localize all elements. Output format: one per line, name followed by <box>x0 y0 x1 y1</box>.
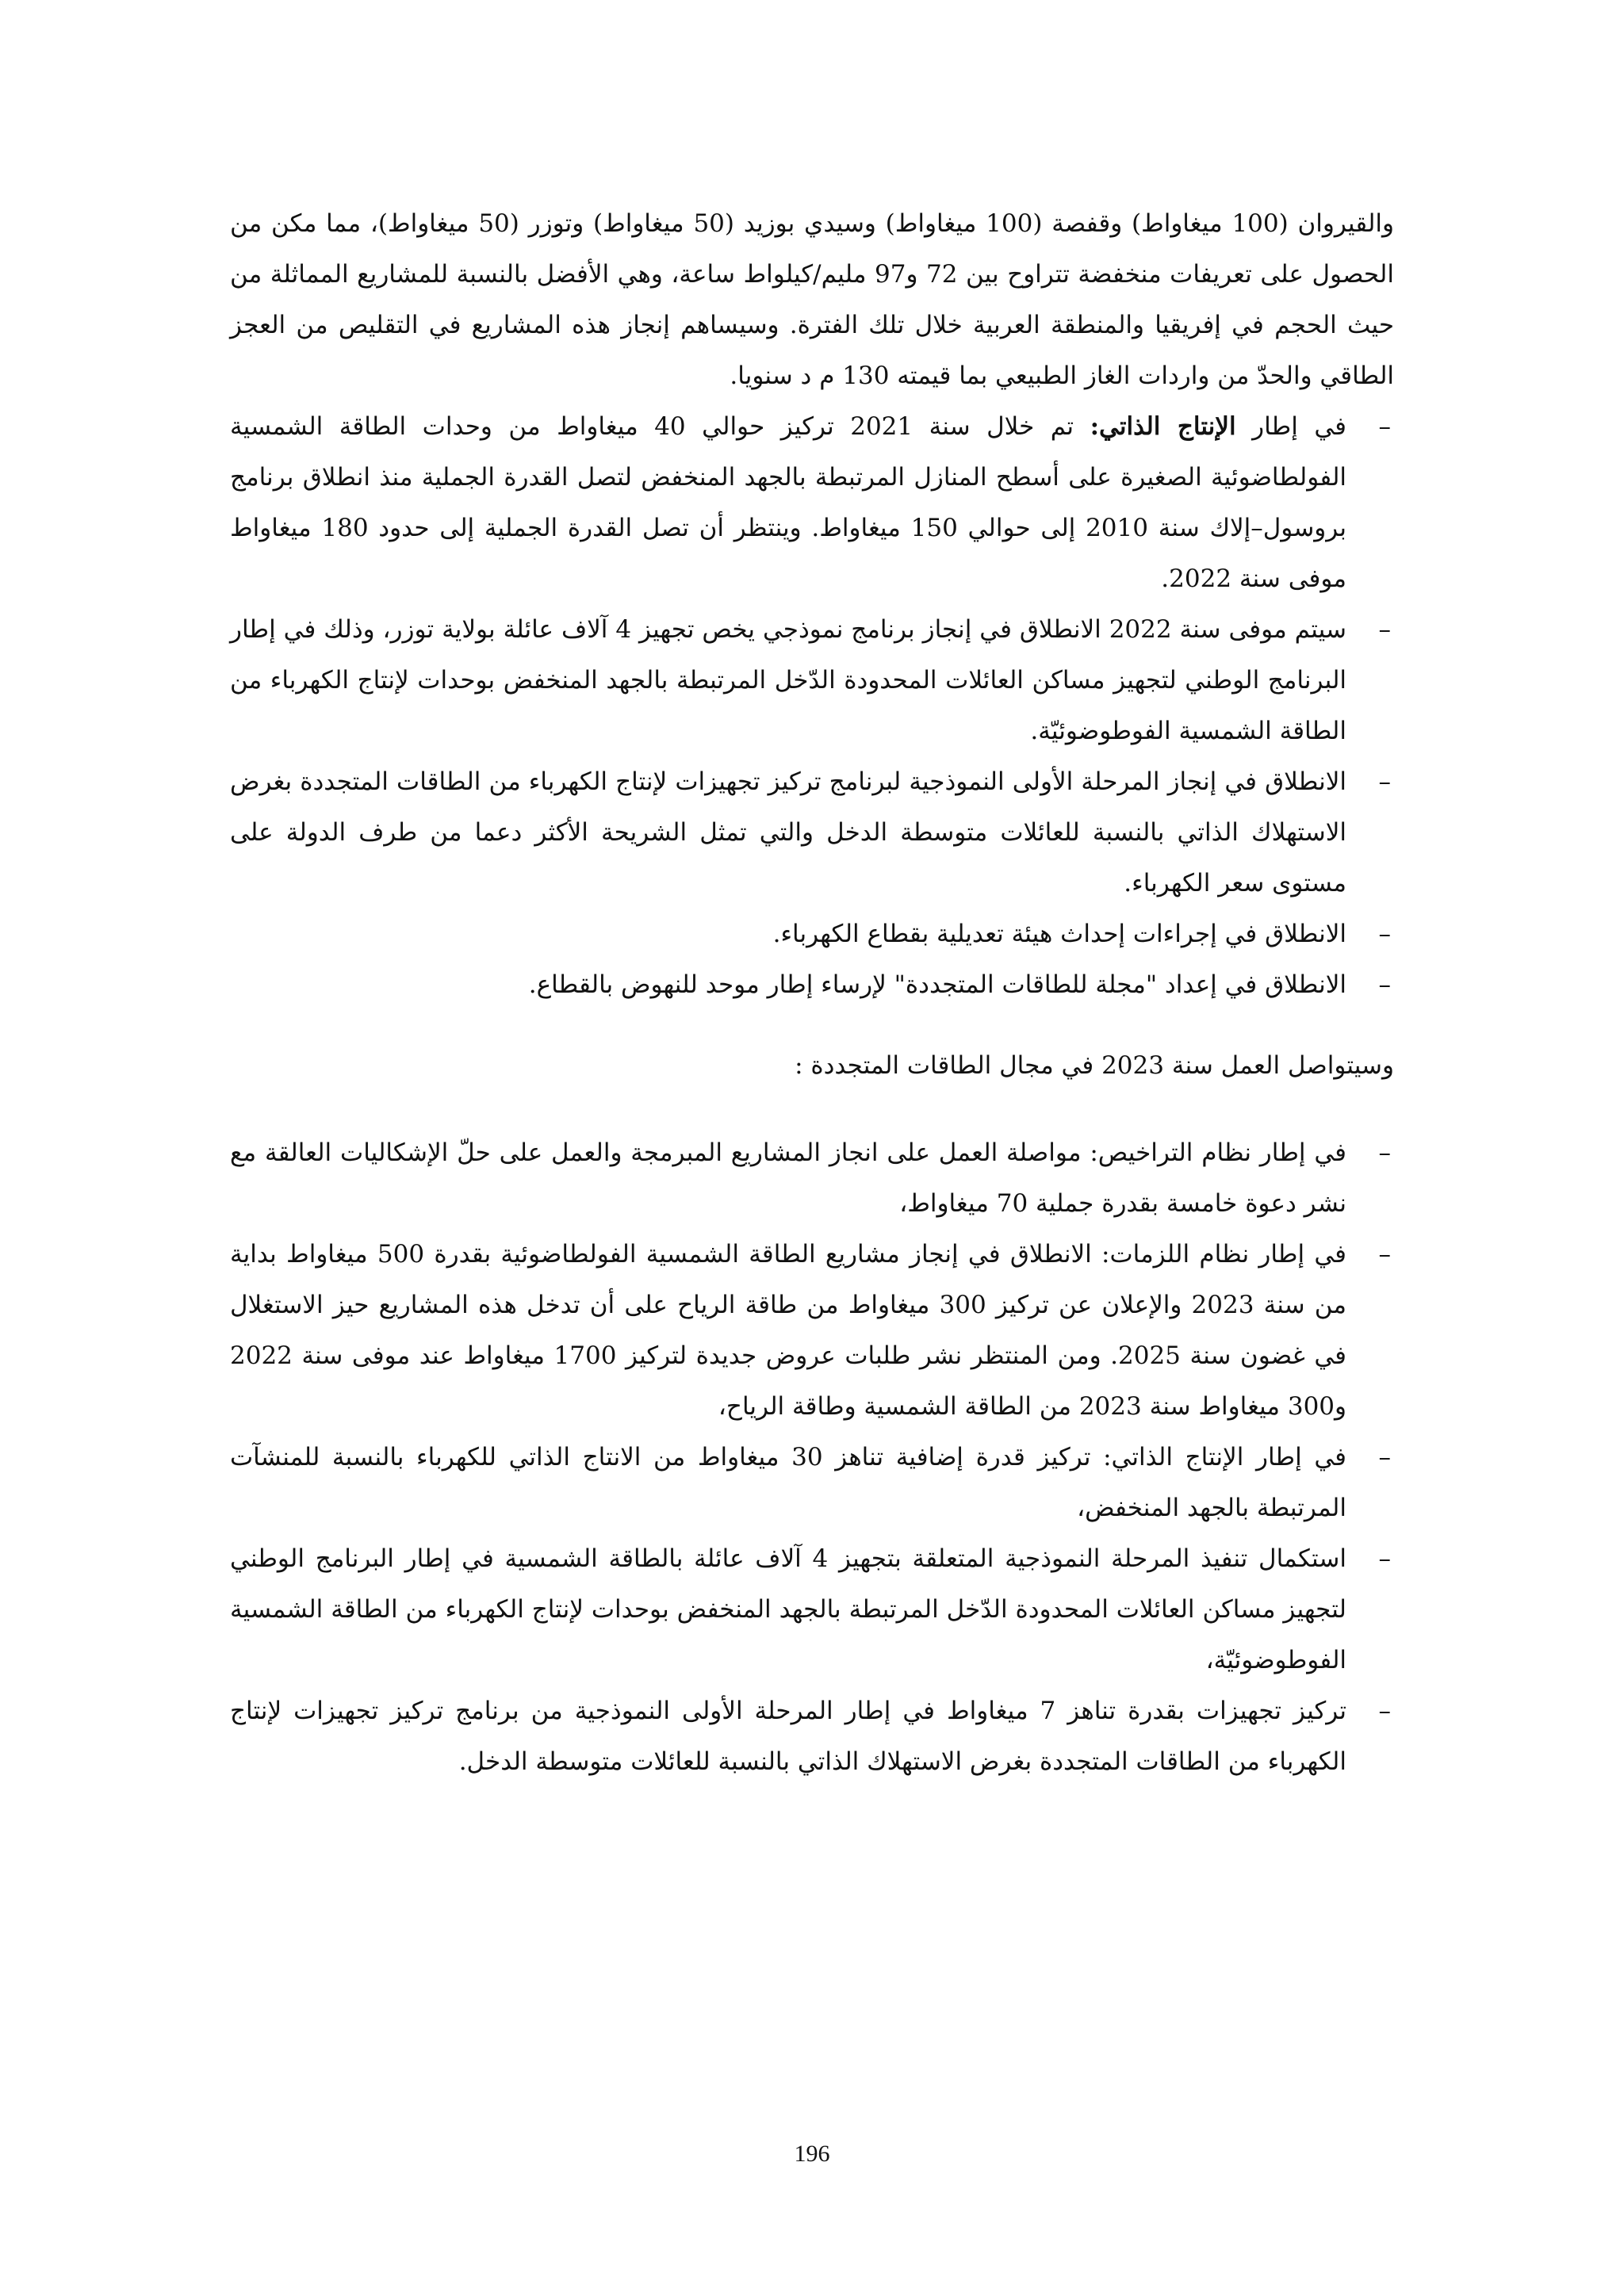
dash-bullet: – <box>1378 1138 1391 1167</box>
list-item <box>230 1686 1394 1787</box>
list-item-text: الانطلاق في إنجاز المرحلة الأولى النموذجية لبرنامج تركيز تجهيزات لإنتاج الكهرباء من الطاقات المتجددة بغرض الاستهلاك الذاتي بالنسبة للعائلات متوسطة الدخل والتي تمثل الشريحة الأكثر دعما من طرف الدولة على مستوى سعر الكهرباء. <box>230 767 1346 897</box>
page-number: 196 <box>794 2141 830 2167</box>
intro-paragraph: والقيروان (100 ميغاواط) وقفصة (100 ميغاواط) وسيدي بوزيد (50 ميغاواط) وتوزر (50 ميغاواط)، مما مكن من الحصول على تعريفات منخفضة تتراوح بين 72 و97 مليم/كيلواط ساعة، وهي الأفضل بالنسبة للمشاريع المماثلة من حيث الحجم في إفريقيا والمنطقة العربية خلال تلك الفترة. وسيساهم إنجاز هذه المشاريع في التقليص من العجز الطاقي والحدّ من واردات الغاز الطبيعي بما قيمته 130 م د سنويا. <box>230 209 1394 390</box>
dash-bullet: – <box>1378 920 1391 948</box>
list-item-text: في إطار الإنتاج الذاتي: تركيز قدرة إضافية تناهز 30 ميغاواط من الانتاج الذاتي للكهرباء بالنسبة للمنشآت المرتبطة بالجهد المنخفض، <box>230 1443 1346 1522</box>
section-intro: وسيتواصل العمل سنة 2023 في مجال الطاقات المتجددة : <box>795 1051 1394 1080</box>
dash-bullet: – <box>1378 1443 1391 1471</box>
list-item <box>230 1229 1394 1432</box>
dash-bullet: – <box>1378 767 1391 796</box>
list-item-bold-term: الإنتاج الذاتي: <box>1090 412 1236 441</box>
list-item-text: الانطلاق في إجراءات إحداث هيئة تعديلية بقطاع الكهرباء. <box>772 920 1346 948</box>
dash-bullet: – <box>1378 615 1391 644</box>
list-item <box>230 401 1394 604</box>
list-item <box>230 1127 1394 1229</box>
list-item <box>230 909 1394 959</box>
list-item <box>230 756 1394 909</box>
list-item-text: سيتم موفى سنة 2022 الانطلاق في إنجاز برنامج نموذجي يخص تجهيز 4 آلاف عائلة بولاية توزر، وذلك في إطار البرنامج الوطني لتجهيز مساكن العائلات المحدودة الدّخل المرتبطة بالجهد المنخفض بوحدات لإنتاج الكهرباء من الطاقة الشمسية الفوطوضوئيّة. <box>230 615 1346 745</box>
list-item-text: في إطار نظام اللزمات: الانطلاق في إنجاز مشاريع الطاقة الشمسية الفولطاضوئية بقدرة 500 ميغاواط بداية من سنة 2023 والإعلان عن تركيز 300 ميغاواط من طاقة الرياح على أن تدخل هذه المشاريع حيز الاستغلال في غضون سنة 2025. ومن المنتظر نشر طلبات عروض جديدة لتركيز 1700 ميغاواط عند موفى سنة 2022 و300 ميغاواط سنة 2023 من الطاقة الشمسية وطاقة الرياح، <box>230 1240 1347 1421</box>
document-page <box>230 198 1394 1787</box>
list-item <box>230 959 1394 1010</box>
list-item <box>230 1432 1394 1533</box>
dash-bullet: – <box>1378 1544 1391 1573</box>
list-item-text: تركيز تجهيزات بقدرة تناهز 7 ميغاواط في إطار المرحلة الأولى النموذجية من برنامج تركيز تجهيزات لإنتاج الكهرباء من الطاقات المتجددة بغرض الاستهلاك الذاتي بالنسبة للعائلات متوسطة الدخل. <box>230 1697 1346 1776</box>
list-item <box>230 1533 1394 1686</box>
dash-bullet: – <box>1378 970 1391 999</box>
dash-bullet: – <box>1378 1240 1391 1269</box>
list-item-text: تم خلال سنة 2021 تركيز حوالي 40 ميغاواط من وحدات الطاقة الشمسية الفولطاضوئية الصغيرة على أسطح المنازل المرتبطة بالجهد المنخفض لتصل القدرة الجملية منذ انطلاق برنامج بروسول–إلاك سنة 2010 إلى حوالي 150 ميغاواط. وينتظر أن تصل القدرة الجملية إلى حدود 180 ميغاواط موفى سنة 2022. <box>230 412 1346 593</box>
list-item <box>230 604 1394 756</box>
list-item-text: الانطلاق في إعداد "مجلة للطاقات المتجددة" لإرساء إطار موحد للنهوض بالقطاع. <box>528 970 1346 999</box>
list-item-lead: في إطار <box>1235 412 1346 441</box>
list-item-text: في إطار نظام التراخيص: مواصلة العمل على انجاز المشاريع المبرمجة والعمل على حلّ الإشكاليات العالقة مع نشر دعوة خامسة بقدرة جملية 70 ميغاواط، <box>230 1138 1346 1218</box>
bullet-list-achievements <box>230 401 1394 1010</box>
dash-bullet: – <box>1378 1697 1391 1725</box>
list-item-text: استكمال تنفيذ المرحلة النموذجية المتعلقة بتجهيز 4 آلاف عائلة بالطاقة الشمسية في إطار البرنامج الوطني لتجهيز مساكن العائلات المحدودة الدّخل المرتبطة بالجهد المنخفض بوحدات لإنتاج الكهرباء من الطاقة الشمسية الفوطوضوئيّة، <box>230 1544 1347 1674</box>
dash-bullet: – <box>1378 412 1391 441</box>
bullet-list-2023-plans <box>230 1127 1394 1787</box>
